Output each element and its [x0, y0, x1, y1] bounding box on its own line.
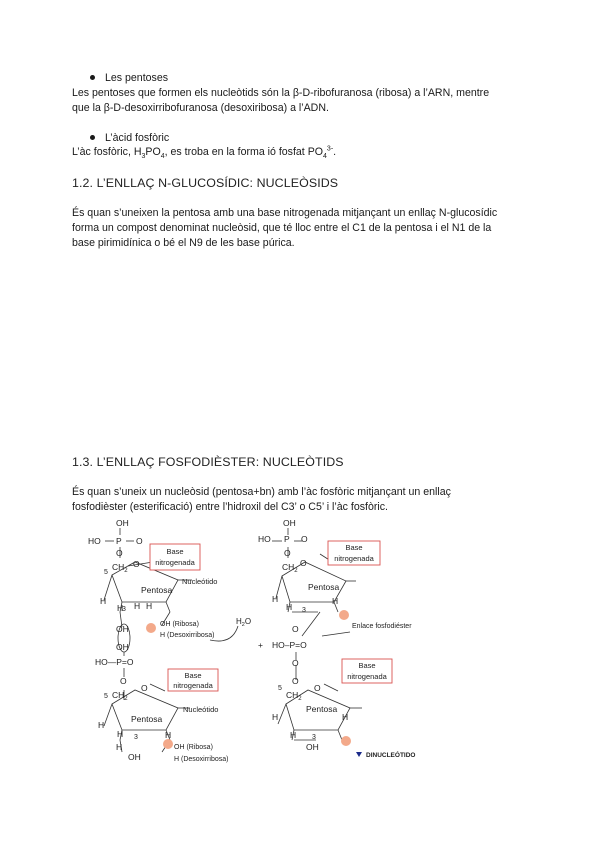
c3-label: 3	[312, 734, 316, 741]
c3-label: 3	[302, 607, 306, 614]
oh-ribosa-label: OH (Ribosa)	[174, 744, 213, 751]
h-label: H	[342, 712, 349, 722]
pentoses-paragraph-line2: que la β-D-desoxirribofuranosa (desoxiribosa) a l’ADN.	[72, 102, 329, 114]
pointer-icon	[356, 752, 362, 757]
pentosa-label: Pentosa	[131, 714, 163, 724]
c5-label: 5	[104, 569, 108, 576]
p-label: P	[284, 534, 290, 544]
h-label: H	[290, 730, 297, 740]
plus-sign: +	[258, 640, 263, 650]
ho-label: HO	[88, 536, 101, 546]
o-label: O	[292, 624, 299, 634]
c3-label: 3	[122, 606, 126, 613]
h-label: H	[165, 730, 172, 740]
hydroxyl-marker	[339, 610, 349, 620]
svg-text:Base: Base	[184, 671, 202, 680]
nucleotido-label: Nucleótido	[183, 705, 219, 714]
pentosa-label: Pentosa	[308, 582, 340, 592]
oh-label: OH	[116, 518, 129, 528]
enlace-fosfodiester-label: Enlace fosfodiéster	[352, 623, 412, 630]
svg-text:Base: Base	[166, 547, 184, 556]
ch2-label: $CH_2$	[282, 562, 298, 574]
base-box-left-lower	[168, 669, 218, 691]
c3-label: 3	[134, 734, 138, 741]
h-label: H	[134, 601, 141, 611]
h-label: H	[286, 602, 293, 612]
h-label: H	[117, 603, 124, 613]
base-box-right-lower	[342, 659, 392, 683]
h-label: H	[332, 596, 339, 606]
ch2-label: $CH_2$	[286, 690, 302, 702]
svg-text:nitrogenada: nitrogenada	[347, 672, 387, 681]
oh-label: OH	[128, 752, 141, 762]
ho-label: HO	[258, 534, 271, 544]
pentosa-label: Pentosa	[141, 585, 173, 595]
base-box-left-upper	[150, 544, 200, 570]
hydroxyl-marker	[341, 736, 351, 746]
h-label: H	[272, 712, 279, 722]
c5-label: 5	[278, 685, 282, 692]
dinucleotido-label: DINUCLEÓTIDO	[366, 752, 416, 759]
n-glucosidic-line3: base pirimidínica o bé el N9 de les base púrica.	[72, 237, 295, 249]
o-label: O	[136, 536, 143, 546]
svg-text:nitrogenada: nitrogenada	[334, 554, 374, 563]
svg-text:Base: Base	[358, 661, 376, 670]
h-desoxirribosa-label: H (Desoxirribosa)	[160, 632, 215, 639]
c5-label: 5	[104, 693, 108, 700]
o-label: O	[133, 559, 140, 569]
o-label: O	[292, 676, 299, 686]
base-box-right-upper	[328, 541, 380, 565]
oh-label: OH	[116, 642, 129, 652]
heading-phosphodiester: 1.3. L’ENLLAÇ FOSFODIÈSTER: NUCLEÒTIDS	[72, 455, 344, 469]
h-label: H	[100, 596, 107, 606]
o-label: O	[292, 658, 299, 668]
nucleotido-label: Nucleótido	[182, 577, 218, 586]
o-label: O	[284, 548, 291, 558]
ch2-label: $CH_2$	[112, 690, 128, 702]
n-glucosidic-line2: forma un compost denominat nucleòsid, que té lloc entre el C1 de la pentosa i el N1 de la	[72, 222, 492, 234]
h-label: H	[98, 720, 105, 730]
heading-n-glucosidic: 1.2. L’ENLLAÇ N-GLUCOSÍDIC: NUCLEÒSIDS	[72, 176, 339, 190]
n-glucosidic-line1: És quan s’uneixen la pentosa amb una base nitrogenada mitjançant un enllaç N-glucosídic	[72, 207, 498, 219]
phosphodiester-line2: fosfodièster (esterificació) entre l’hidroxil del C3’ o C5’ i l’àc fosfòric.	[72, 501, 388, 513]
h-desoxirribosa-label: H (Desoxirribosa)	[174, 756, 229, 763]
oh-label: OH	[306, 742, 319, 752]
o-label: O	[301, 534, 308, 544]
p-label: P	[116, 536, 122, 546]
oh-label: OH	[116, 624, 129, 634]
h-label: H	[117, 729, 124, 739]
o-label: O	[300, 558, 307, 568]
hydroxyl-marker	[163, 739, 173, 749]
phosphate-label: HO–P=O	[272, 640, 307, 650]
ch2-label: $CH_2$	[112, 562, 128, 574]
phosphate-label: HO—P=O	[95, 657, 134, 667]
acid-paragraph: L’àc fosfòric, $H_3PO_4$, es troba en la forma ió fosfat $PO_4^{3-}$.	[72, 145, 337, 161]
bullet-acid-label: L’àcid fosfòric	[105, 132, 170, 144]
o-label: O	[314, 683, 321, 693]
h-label: H	[116, 742, 123, 752]
pentoses-paragraph-line1: Les pentoses que formen els nucleòtids són la β-D-ribofuranosa (ribosa) a l’ARN, mentre	[72, 87, 490, 99]
h2o-label: $H_2O$	[236, 617, 252, 628]
o-label: O	[120, 676, 127, 686]
hydroxyl-marker	[146, 623, 156, 633]
h-label: H	[146, 601, 153, 611]
svg-text:nitrogenada: nitrogenada	[155, 558, 195, 567]
h-label: H	[272, 594, 279, 604]
bullet-pentoses-label: Les pentoses	[105, 72, 169, 84]
oh-label: OH	[283, 518, 296, 528]
pentosa-label: Pentosa	[306, 704, 338, 714]
o-label: O	[116, 548, 123, 558]
svg-text:nitrogenada: nitrogenada	[173, 681, 213, 690]
svg-text:Base: Base	[345, 543, 363, 552]
oh-ribosa-label: OH (Ribosa)	[160, 621, 199, 628]
o-label: O	[141, 683, 148, 693]
phosphodiester-line1: És quan s’uneix un nucleòsid (pentosa+bn) amb l’àc fosfòric mitjançant un enllaç	[72, 486, 451, 498]
